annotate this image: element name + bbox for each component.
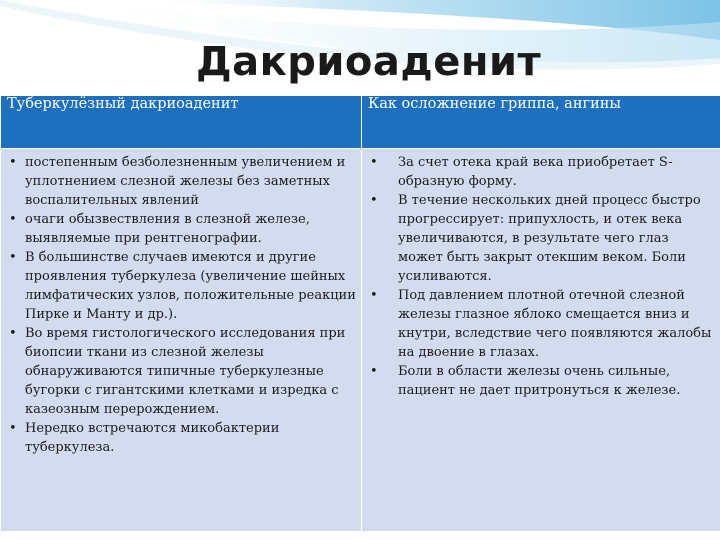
- list-item: • Под давлением плотной отечной слезной железы глазное яблоко смещается вниз и кнутри, вследствие чего появляются жалобы на двоение в глазах.: [370, 288, 712, 360]
- list-item: • Во время гистологического исследования при биопсии ткани из слезной железы обнаруживаются типичные туберкулезные бугорки с гигантскими клетками и изредка с казеозным перерождением.: [9, 326, 346, 417]
- influenza-signs-list: [368, 153, 716, 400]
- table-body-row: [1, 149, 720, 532]
- slide-title: Дакриоаденит: [196, 39, 542, 85]
- bullet-icon: •: [370, 193, 378, 208]
- table-header-row: [1, 96, 720, 149]
- tuberculous-column: [1, 149, 362, 532]
- tuberculous-signs-list: [7, 153, 357, 457]
- bullet-icon: •: [9, 326, 17, 341]
- list-item: • В большинстве случаев имеются и другие проявления туберкулеза (увеличение шейных лимфатических узлов, положительные реакции Пирке и Манту и др.).: [9, 250, 356, 322]
- list-item: • В течение нескольких дней процесс быстро прогрессирует: припухлость, и отек века увеличиваются, в результате чего глаз может быть закрыт отекшим веком. Боли усиливаются.: [370, 193, 701, 284]
- bullet-icon: •: [370, 288, 378, 303]
- header-influenza-complication: Как осложнение гриппа, ангины: [362, 96, 720, 149]
- bullet-icon: •: [9, 421, 17, 436]
- bullet-icon: •: [9, 250, 17, 265]
- list-item: • Нередко встречаются микобактерии туберкулеза.: [9, 421, 280, 455]
- list-item: • очаги обызвествления в слезной железе, выявляемые при рентгенографии.: [9, 212, 310, 246]
- list-item: • постепенным безболезненным увеличением и уплотнением слезной железы без заметных воспалительных явлений: [9, 155, 346, 208]
- list-item: • Боли в области железы очень сильные, пациент не дает притронуться к железе.: [370, 364, 681, 398]
- bullet-icon: •: [370, 155, 378, 170]
- influenza-column: [362, 149, 720, 532]
- comparison-table: [0, 95, 720, 532]
- list-item: • За счет отека край века приобретает S-образную форму.: [370, 155, 673, 189]
- bullet-icon: •: [370, 364, 378, 379]
- bullet-icon: •: [9, 155, 17, 170]
- bullet-icon: •: [9, 212, 17, 227]
- header-tuberculous: Туберкулёзный дакриоаденит: [1, 96, 362, 149]
